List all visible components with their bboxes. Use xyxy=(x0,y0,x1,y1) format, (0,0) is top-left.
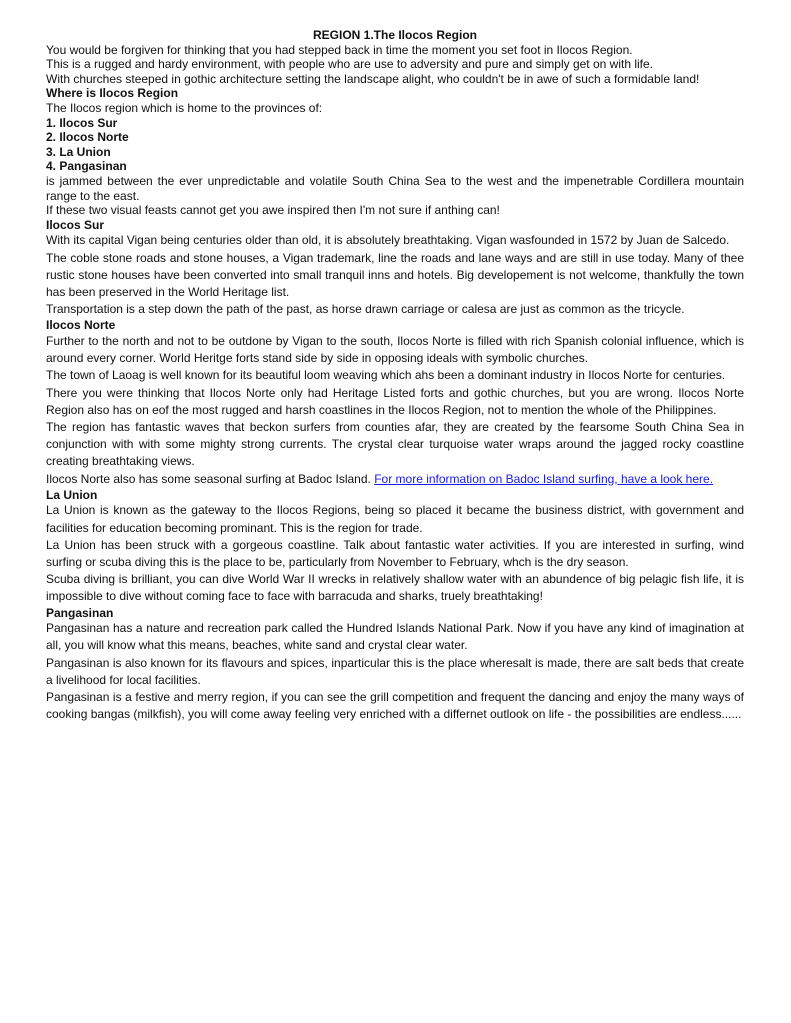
province-list-item: 3. La Union xyxy=(46,144,111,159)
badoc-paragraph xyxy=(46,471,744,488)
intro-paragraph: With churches steeped in gothic architecture setting the landscape alight, who couldn't be in awe of such a formidable land! xyxy=(46,71,700,86)
pangasinan-paragraph: Pangasinan has a nature and recreation park called the Hundred Islands National Park. Now if you have any kind of imagination at all, you will know what this means, beaches, white sand and crystal clear water. xyxy=(46,621,744,653)
where-lead: The Ilocos region which is home to the provinces of: xyxy=(46,100,323,115)
ilocos-sur-paragraph: Transportation is a step down the path of the past, as horse drawn carriage or calesa are just as common as the tricycle. xyxy=(46,302,685,317)
ilocos-sur-paragraph: The coble stone roads and stone houses, a Vigan trademark, line the roads and lane ways and are still in use today. Many of thee rustic stone houses have been converted into small tranquil inns and hotels. Big developement is not welcome, thankfully the town has been preserved in the World Heritage list. xyxy=(46,250,744,299)
pangasinan-paragraph: Pangasinan is a festive and merry region, if you can see the grill competition and frequent the dancing and enjoy the many ways of cooking bangas (milkfish), you will come away feeling very enriched with a differnet outlook on life - the possibilities are endless...... xyxy=(46,689,744,722)
province-list-item: 1. Ilocos Sur xyxy=(46,115,118,130)
page-title: REGION 1.The Ilocos Region xyxy=(312,28,478,42)
section-heading-where: Where is Ilocos Region xyxy=(46,86,179,101)
intro-paragraph: You would be forgiven for thinking that you had stepped back in time the moment you set foot in Ilocos Region. xyxy=(46,42,633,57)
la-union-paragraph: La Union is known as the gateway to the Ilocos Regions, being so placed it became the business district, with government and facilities for education becoming prominant. This is the region for trade. xyxy=(46,503,744,535)
ilocos-norte-paragraph: There you were thinking that Ilocos Norte only had Heritage Listed forts and gothic churches, but you are wrong. Ilocos Norte Region also has on eof the most rugged and harsh coastlines in the Ilocos Region, not to mention the whole of the Philippines. xyxy=(46,385,744,417)
province-list-item: 2. Ilocos Norte xyxy=(46,130,129,145)
ilocos-norte-paragraph: The region has fantastic waves that beckon surfers from counties afar, they are created by the fearsome South China Sea in conjunction with with some mighty strong currents. The crystal clear turquoise water wraps around the jagged rocky coastline creating breathtaking views. xyxy=(46,419,744,469)
la-union-paragraph: Scuba diving is brilliant, you can dive World War II wrecks in relatively shallow water with an abundence of big pelagic fish life, it is impossible to dive without coming face to face with barracuda and sharks, truely breathtaking! xyxy=(46,572,744,604)
ilocos-norte-paragraph: Further to the north and not to be outdone by Vigan to the south, Ilocos Norte is filled with rich Spanish colonial influence, which is around every corner. World Heritge forts stand side by side in opposing ideals with symbolic churches. xyxy=(46,333,744,366)
section-heading-ilocos-norte: Ilocos Norte xyxy=(46,318,116,333)
section-heading-ilocos-sur: Ilocos Sur xyxy=(46,217,105,232)
where-paragraph: If these two visual feasts cannot get you awe inspired then I'm not sure if anthing can! xyxy=(46,203,500,218)
badoc-surfing-link[interactable]: For more information on Badoc Island surfing, have a look here. xyxy=(374,471,714,486)
ilocos-sur-paragraph: With its capital Vigan being centuries older than old, it is absolutely breathtaking. Vigan wasfounded in 1572 by Juan de Salcedo. xyxy=(46,233,730,248)
ilocos-norte-paragraph: The town of Laoag is well known for its beautiful loom weaving which ahs been a dominant industry in Ilocos Norte for centuries. xyxy=(46,368,726,383)
section-heading-la-union: La Union xyxy=(46,487,98,502)
section-heading-pangasinan: Pangasinan xyxy=(46,605,114,620)
intro-paragraph: This is a rugged and hardy environment, with people who are use to adversity and pure and simply get on with life. xyxy=(46,57,654,72)
la-union-paragraph: La Union has been struck with a gorgeous coastline. Talk about fantastic water activities. If you are interested in surfing, wind surfing or scuba diving this is the place to be, particularly from November to February, whch is the dry season. xyxy=(46,537,744,569)
document-page xyxy=(46,28,744,723)
sections-body xyxy=(46,218,744,724)
badoc-text: Ilocos Norte also has some seasonal surfing at Badoc Island. xyxy=(46,471,371,486)
where-paragraph: is jammed between the ever unpredictable and volatile South China Sea to the west and the impenetrable Cordillera mountain range to the east. xyxy=(46,173,744,203)
pangasinan-paragraph: Pangasinan is also known for its flavours and spices, inparticular this is the place wheresalt is made, there are salt beds that create a livelihood for local facilities. xyxy=(46,655,744,687)
province-list-item: 4. Pangasinan xyxy=(46,159,127,174)
